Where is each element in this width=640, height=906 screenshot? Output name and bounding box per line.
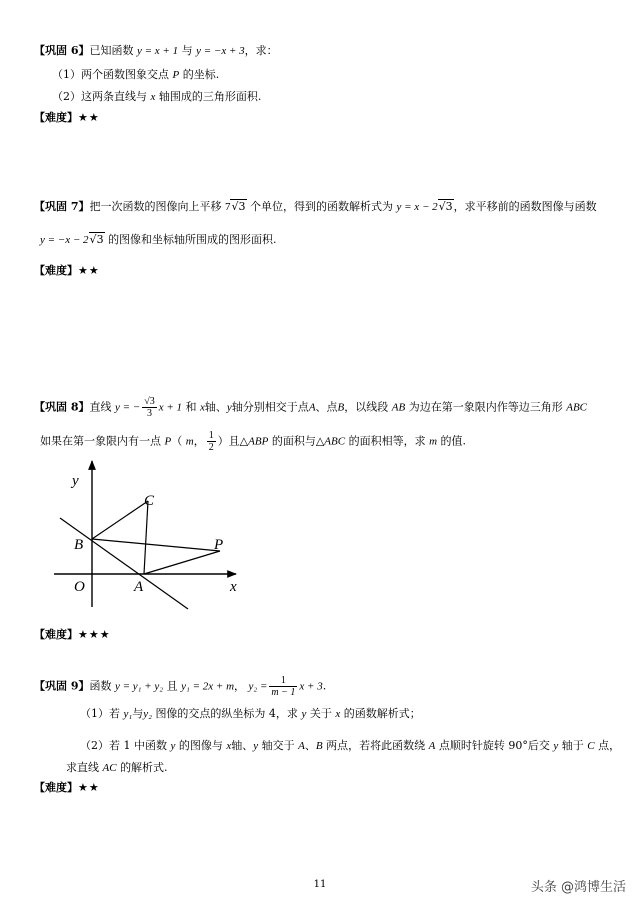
label-p: P <box>214 537 224 553</box>
label-o: O <box>74 579 85 595</box>
q9-part2: （2）若 1 中函数 y 的图像与 x轴、y 轴交于 A、B 两点，若将此函数绕 A 点顺时针旋转 90°后交 y 轴于 C 点， <box>80 739 621 752</box>
q8-slope-fraction: $\frac{√3}{3}$ <box>144 396 155 419</box>
q8-line1: 【巩固 8】直线 y = − $\frac{√3}{3}$ x + 1 和 x轴、y轴分别相交于点A、点B，以线段 AB 为边在第一象限内作等边三角形 ABC <box>34 396 588 419</box>
q9-tag: 【巩固 9】 <box>34 679 90 693</box>
q6-part1: （1）两个函数图象交点 P 的坐标. <box>52 68 220 81</box>
q9-difficulty: 【难度】★★ <box>34 781 100 794</box>
segment-ap <box>144 551 220 574</box>
segment-ca <box>144 501 148 574</box>
q9-part2-cont: 求直线 AC 的解析式. <box>66 761 168 774</box>
q8-line2: 如果在第一象限内有一点 P（ m， $\frac{1}{2}$ ）且△ABP 的面积与△ABC 的面积相等，求 m 的值. <box>40 430 467 453</box>
label-c: C <box>144 493 155 509</box>
q9-fraction: $\frac{1}{m - 1}$ <box>271 675 296 698</box>
q7-eq2: y = −x − 2 <box>40 234 89 246</box>
q8-stars: ★★★ <box>78 628 111 641</box>
q9-stars: ★★ <box>78 781 100 794</box>
label-a: A <box>134 579 144 595</box>
q7-line1: 【巩固 7】把一次函数的图像向上平移 7√3 个单位，得到的函数解析式为 y = x − 2√3，求平移前的函数图像与函数 <box>34 200 597 213</box>
line-ab <box>60 518 188 609</box>
q6-eq2: y = −x + 3 <box>196 45 245 57</box>
label-b: B <box>74 537 84 553</box>
q6-line1: 【巩固 6】已知函数 y = x + 1 与 y = −x + 3，求： <box>34 44 278 57</box>
q7-sqrt-symbol: √3 <box>231 200 246 213</box>
q6-eq1: y = x + 1 <box>136 45 179 57</box>
q7-tag: 【巩固 7】 <box>34 200 90 213</box>
q7-stars: ★★ <box>78 264 100 277</box>
q6-difficulty: 【难度】★★ <box>34 111 100 124</box>
q7-eq-shift: y = x − 2 <box>396 201 438 213</box>
q7-line2: y = −x − 2√3 的图像和坐标轴所围成的图形面积. <box>40 233 277 246</box>
q9-part1: （1）若 y₁与y₂ 图像的交点的纵坐标为 4，求 y 关于 x 的函数解析式； <box>80 707 421 720</box>
q8-tag: 【巩固 8】 <box>34 400 90 414</box>
q8-figure <box>48 457 248 617</box>
label-y: y <box>72 473 79 489</box>
segment-bc <box>92 501 148 539</box>
q6-part2: （2）这两条直线与 x 轴围成的三角形面积. <box>52 90 262 103</box>
q6-stars: ★★ <box>78 111 100 124</box>
q7-difficulty: 【难度】★★ <box>34 264 100 277</box>
q8-half-fraction: $\frac{1}{2}$ <box>208 430 214 453</box>
segment-bp <box>92 539 220 551</box>
page-number: 11 <box>313 879 327 890</box>
label-x: x <box>230 579 237 595</box>
q9-line1: 【巩固 9】函数 y = y₁ + y₂ 且 y₁ = 2x + m， y₂ = $\frac{1}{m - 1}$ x + 3. <box>34 675 327 698</box>
q8-difficulty: 【难度】★★★ <box>34 628 111 641</box>
q6-tag: 【巩固 6】 <box>34 44 90 57</box>
watermark: 头条 @鸿博生活 <box>530 880 626 895</box>
